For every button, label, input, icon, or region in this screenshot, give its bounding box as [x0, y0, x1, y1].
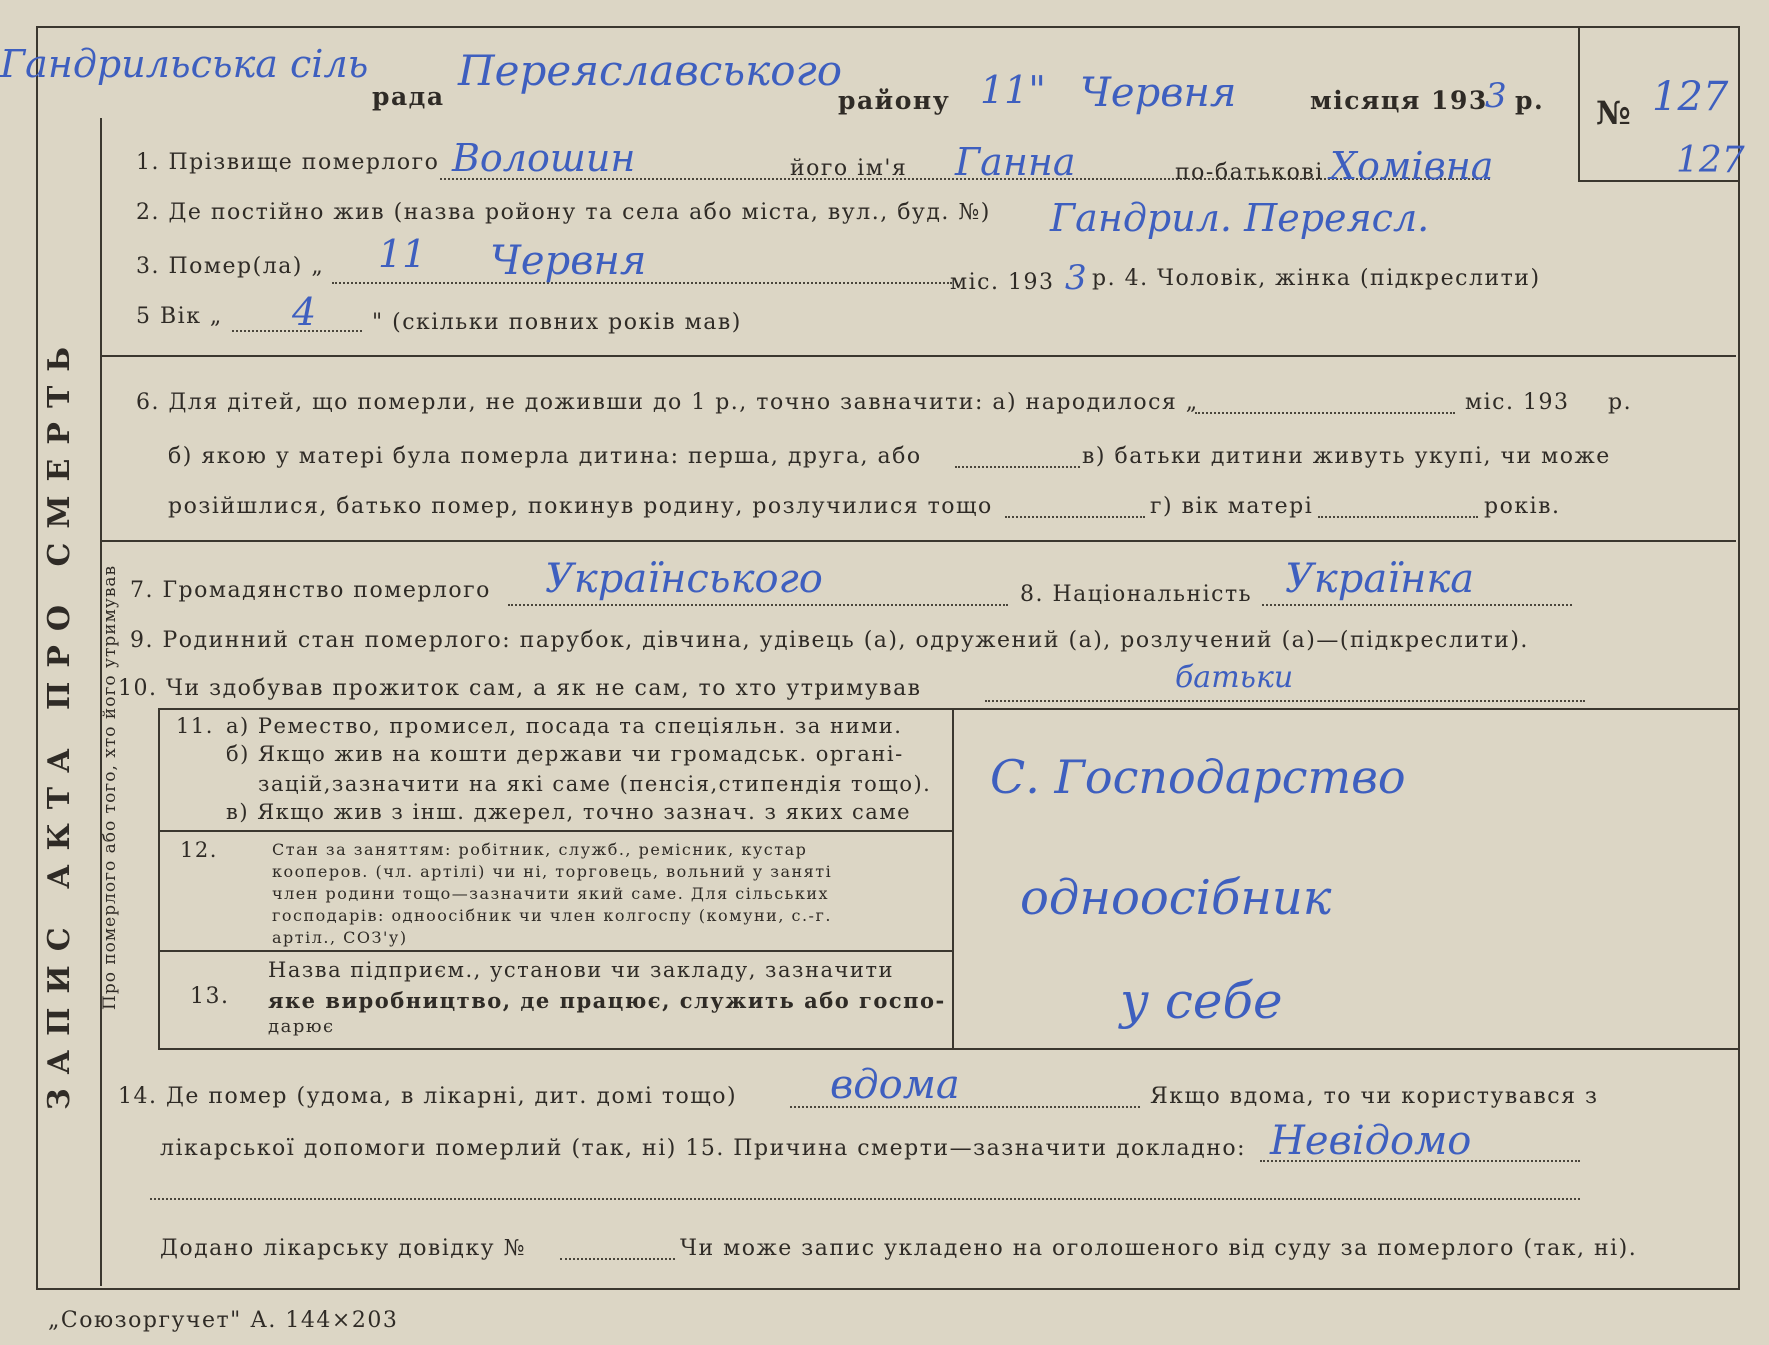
- form-inner-border: [100, 118, 1738, 1286]
- district-handwritten: Переяславського: [458, 46, 843, 95]
- r5-age: 4: [292, 290, 317, 334]
- month-label: місяця 193: [1310, 86, 1488, 115]
- r1-patronymic-label: по-батькові: [1175, 160, 1324, 185]
- number-handwritten: 127: [1652, 74, 1729, 120]
- r1-surname: Волошин: [452, 136, 636, 180]
- r11-c: в) Якщо жив з інш. джерел, точно зазнач. з яких саме: [226, 800, 912, 824]
- r16-dotted: [560, 1258, 675, 1260]
- side-subtitle: Про померлого або того, хто його утримував: [100, 564, 120, 1010]
- r14-c: лікарської допомоги померлий (так, ні) 15. Причина смерти—зазначити докладно:: [160, 1136, 1247, 1161]
- r3-suffix-a: міс. 193: [950, 270, 1055, 295]
- r6-line3b: г) вік матері: [1150, 494, 1314, 519]
- r13-value: у себе: [1120, 972, 1283, 1030]
- r3-suffix-b: р. 4. Чоловік, жінка (підкреслити): [1092, 266, 1541, 291]
- r10-value: батьки: [1175, 660, 1294, 695]
- r6-dotted-2: [955, 466, 1080, 468]
- r14-value: вдома: [830, 1062, 960, 1108]
- table-row-divider-1: [158, 830, 952, 832]
- r10-dotted: [985, 700, 1585, 702]
- r2-value: Гандрил. Переясл.: [1050, 196, 1430, 240]
- r1-patronymic: Хомівна: [1330, 144, 1494, 188]
- r11-num: 11.: [176, 714, 214, 738]
- r8-dotted: [1262, 604, 1572, 606]
- r11-b1: б) Якщо жив на кошти держави чи громадськ. органі-: [226, 742, 904, 766]
- r10-text: 10. Чи здобував прожиток сам, а як не сам, то хто утримував: [118, 676, 922, 701]
- r12-num: 12.: [180, 838, 218, 862]
- r15-value: Невідомо: [1270, 1118, 1472, 1164]
- number-label: №: [1596, 94, 1633, 132]
- r6-line3a: розійшлися, батько помер, покинув родину, розлучилися тощо: [168, 494, 993, 519]
- r5-label: 5 Вік „: [136, 304, 223, 329]
- r8-label: 8. Національність: [1020, 582, 1253, 607]
- r3-month: Червня: [490, 238, 647, 284]
- r14-b: Якщо вдома, то чи користувався з: [1150, 1084, 1599, 1109]
- r6-dotted-1: [1195, 412, 1455, 414]
- r13-num: 13.: [190, 984, 230, 1009]
- r7-value: Українського: [545, 556, 823, 602]
- year-suffix-label: р.: [1515, 86, 1545, 115]
- r3-label: 3. Помер(ла) „: [136, 254, 325, 279]
- r12-value: одноосібник: [1020, 870, 1332, 926]
- number-handwritten-2: 127: [1676, 140, 1745, 181]
- date-month-handwritten: Червня: [1080, 70, 1237, 116]
- r12-l1: Стан за заняттям: робітник, служб., ремісник, кустар: [272, 840, 808, 859]
- r3-day: 11: [378, 232, 427, 276]
- r15-dotted: [1260, 1160, 1580, 1162]
- r16-a: Додано лікарську довідку №: [160, 1236, 526, 1261]
- r6-line3c: років.: [1484, 494, 1561, 519]
- r1-name: Ганна: [955, 140, 1076, 184]
- table-row-divider-2: [158, 950, 952, 952]
- table-col-divider: [952, 708, 954, 1048]
- r6-dotted-3: [1005, 516, 1145, 518]
- council-handwritten: Гандрильська сіль: [0, 42, 369, 86]
- date-day-handwritten: 11": [980, 68, 1046, 112]
- r2-label: 2. Де постійно жив (назва ройону та села або міста, вул., буд. №): [136, 200, 991, 225]
- r12-l2: кооперов. (чл. артілі) чи ні, торговець, вольний у заняті: [272, 862, 833, 881]
- divider-1: [100, 355, 1736, 357]
- r11-b2: зацій,зазначити на які саме (пенсія,стипендія тощо).: [258, 772, 932, 796]
- r11-a: а) Ремество, промисел, посада та спеціяльн. за ними.: [226, 714, 903, 738]
- footer-text: „Союзоргучет" А. 144×203: [48, 1308, 399, 1333]
- r6-line2b: в) батьки дитини живуть укупі, чи може: [1082, 444, 1611, 469]
- r12-l3: член родини тощо—зазначити який саме. Для сільських: [272, 884, 830, 903]
- r1-label: 1. Прізвище померлого: [136, 150, 440, 175]
- r13-l3: дарює: [268, 1016, 335, 1037]
- r11-value: С. Господарство: [990, 750, 1406, 804]
- r7-dotted: [508, 604, 1008, 606]
- r16-b: Чи може запис укладено на оголошеного від суду за померлого (так, ні).: [680, 1236, 1638, 1261]
- r6-line2a: б) якою у матері була померла дитина: перша, друга, або: [168, 444, 922, 469]
- r13-l2: яке виробництво, де працює, служить або госпо-: [268, 988, 946, 1013]
- r13-l1: Назва підприєм., установи чи закладу, зазначити: [268, 958, 894, 982]
- r8-value: Українка: [1285, 556, 1475, 602]
- r5-suffix: " (скільки повних років мав): [372, 310, 742, 335]
- r14-a: 14. Де помер (удома, в лікарні, дит. домі тощо): [118, 1084, 738, 1109]
- r15-dotted-2: [150, 1198, 1580, 1200]
- district-label: району: [838, 86, 951, 115]
- r6-line1: 6. Для дітей, що померли, не доживши до 1 р., точно завначити: а) народилося „: [136, 390, 1199, 415]
- r6-line1-end: міс. 193: [1465, 390, 1570, 415]
- r3-year: 3: [1065, 258, 1087, 298]
- r7-label: 7. Громадянство померлого: [130, 578, 491, 603]
- r1-name-label: його ім'я: [790, 156, 908, 181]
- r12-l4: господарів: одноосібник чи член колгоспу (комуни, с.-г.: [272, 906, 832, 925]
- year-digit-handwritten: 3: [1485, 76, 1507, 116]
- r12-l5: артіл., СОЗ'у): [272, 928, 408, 947]
- divider-2: [100, 540, 1736, 542]
- r9-text: 9. Родинний стан померлого: парубок, дівчина, удівець (а), одружений (а), розлучений (а)—(підкреслити).: [130, 628, 1529, 653]
- council-label: рада: [372, 82, 445, 111]
- r6-dotted-4: [1318, 516, 1478, 518]
- r6-line1-r: р.: [1608, 390, 1633, 415]
- side-title: ЗАПИС АКТА ПРО СМЕРТЬ: [42, 332, 77, 1110]
